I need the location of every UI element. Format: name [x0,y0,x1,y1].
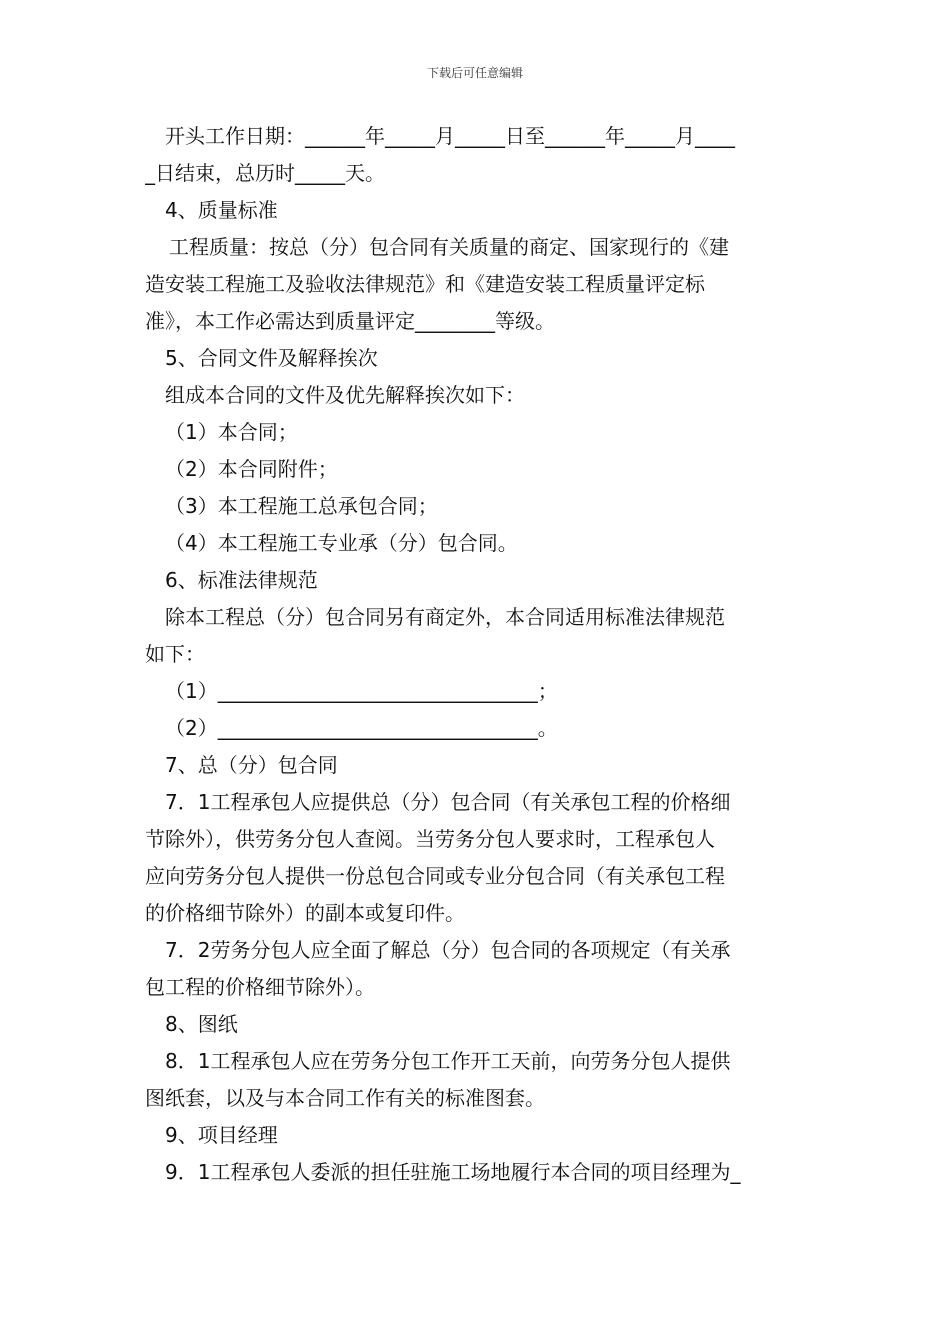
section-heading: 7、总（分）包合同 [165,753,338,777]
paragraph-line: _日结束，总历时_____天。 [145,161,385,185]
list-item: （1）本合同； [165,420,298,444]
paragraph-line: 包工程的价格细节除外）。 [145,975,375,999]
section-heading: 5、合同文件及解释挨次 [165,346,378,370]
list-item: （3）本工程施工总承包合同； [165,494,438,518]
paragraph-line: 7．1工程承包人应提供总（分）包合同（有关承包工程的价格细 [165,790,731,814]
list-item: （2）本合同附件； [165,457,338,481]
paragraph-line: 如下： [145,642,205,666]
paragraph-line: 8．1工程承包人应在劳务分包工作开工天前，向劳务分包人提供 [165,1049,731,1073]
document-body [145,118,808,1191]
paragraph-line: 造安装工程施工及验收法律规范》和《建造安装工程质量评定标 [145,272,705,296]
section-heading: 4、质量标准 [165,198,278,222]
paragraph-line: 工程质量：按总（分）包合同有关质量的商定、国家现行的《建 [169,235,729,259]
list-item: （4）本工程施工专业承（分）包合同。 [165,531,518,555]
paragraph-line: 的价格细节除外）的副本或复印件。 [145,901,465,925]
paragraph-line: 9．1工程承包人委派的担任驻施工场地履行本合同的项目经理为_ [165,1160,741,1184]
section-heading: 8、图纸 [165,1012,238,1036]
paragraph-line: 应向劳务分包人提供一份总包合同或专业分包合同（有关承包工程 [145,864,725,888]
paragraph-line: 组成本合同的文件及优先解释挨次如下： [165,383,525,407]
list-item: （1）________________________________； [165,679,558,703]
paragraph-line: 准》，本工作必需达到质量评定________等级。 [145,309,555,333]
section-heading: 6、标准法律规范 [165,568,318,592]
page-header: 下载后可任意编辑 [426,66,523,80]
paragraph-line: 开头工作日期：______年_____月_____日至______年_____月____ [165,124,735,148]
section-heading: 9、项目经理 [165,1123,278,1147]
paragraph-line: 除本工程总（分）包合同另有商定外，本合同适用标准法律规范 [165,605,725,629]
paragraph-line: 7．2劳务分包人应全面了解总（分）包合同的各项规定（有关承 [165,938,731,962]
paragraph-line: 节除外），供劳务分包人查阅。当劳务分包人要求时，工程承包人 [145,827,715,851]
list-item: （2）________________________________。 [165,716,558,740]
paragraph-line: 图纸套，以及与本合同工作有关的标准图套。 [145,1086,545,1110]
